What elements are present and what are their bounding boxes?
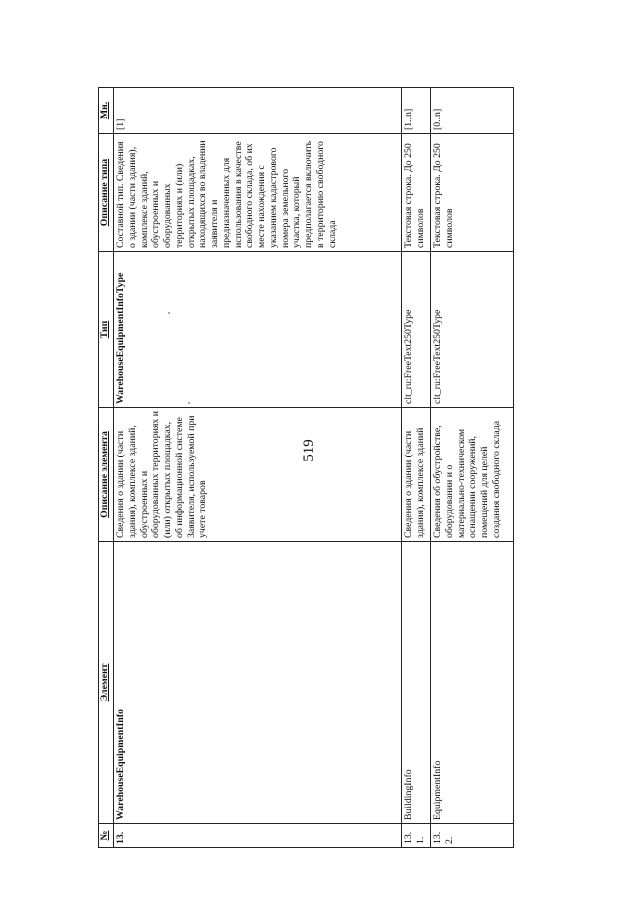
- header-type-description: Описание типа: [99, 134, 114, 252]
- row-number: 13.: [114, 824, 402, 848]
- header-multiplicity: Мн.: [99, 88, 114, 134]
- scan-speck: [168, 312, 170, 314]
- row-element: EquipmentInfo: [431, 542, 514, 824]
- row-type: clt_ru:FreeText250Type: [431, 252, 514, 408]
- row-element-description: Сведения о здании (части здания), комплексе зданий: [402, 408, 431, 542]
- table-row: [114, 88, 402, 848]
- row-type: WarehouseEquipmentInfoType: [114, 252, 402, 408]
- row-number: 13.1.: [402, 824, 431, 848]
- row-number: 13.2.: [431, 824, 514, 848]
- row-type: clt_ru:FreeText250Type: [402, 252, 431, 408]
- row-multiplicity: [0..n]: [431, 88, 514, 134]
- row-type-description: Текстовая строка. До 250 символов: [402, 134, 431, 252]
- table-row: [402, 88, 431, 848]
- header-element: Элемент: [99, 542, 114, 824]
- header-element-description: Описание элемента: [99, 408, 114, 542]
- scan-speck: [188, 402, 190, 404]
- rotated-table-frame: [98, 88, 502, 848]
- page-number: 519: [300, 439, 317, 462]
- row-element: WarehouseEquipmentInfo: [114, 542, 402, 824]
- row-element-description: Сведения о здании (части здания), комплексе зданий, обустроенных и оборудованных территориях и (или) открытых площадках, об информационной системе Заявителя, используемой при учете товаров: [114, 408, 402, 542]
- row-element: BuildingInfo: [402, 542, 431, 824]
- row-element-description: Сведения об обустройстве, оборудовании и о материально-техническом оснащении сооружений, помещений для целей создания свободного склада: [431, 408, 514, 542]
- header-type: Тип: [99, 252, 114, 408]
- header-number: №: [99, 824, 114, 848]
- row-type-description: Составной тип. Сведения о здании (части здания), комплексе зданий, обустроенных и оборудованных территориях и (или) открытых площадках, находящихся во владении заявителя и предназначенных для использования в качестве свободного склада, об их месте нахождения с указанием кадастрового номера земельного участка, который предполагается включить в территорию свободного склада: [114, 134, 402, 252]
- row-multiplicity: [1..n]: [402, 88, 431, 134]
- row-type-description: Текстовая строка. До 250 символов: [431, 134, 514, 252]
- table-row: [431, 88, 514, 848]
- specification-table: [98, 87, 514, 848]
- row-multiplicity: [1]: [114, 88, 402, 134]
- table-header-row: [99, 88, 114, 848]
